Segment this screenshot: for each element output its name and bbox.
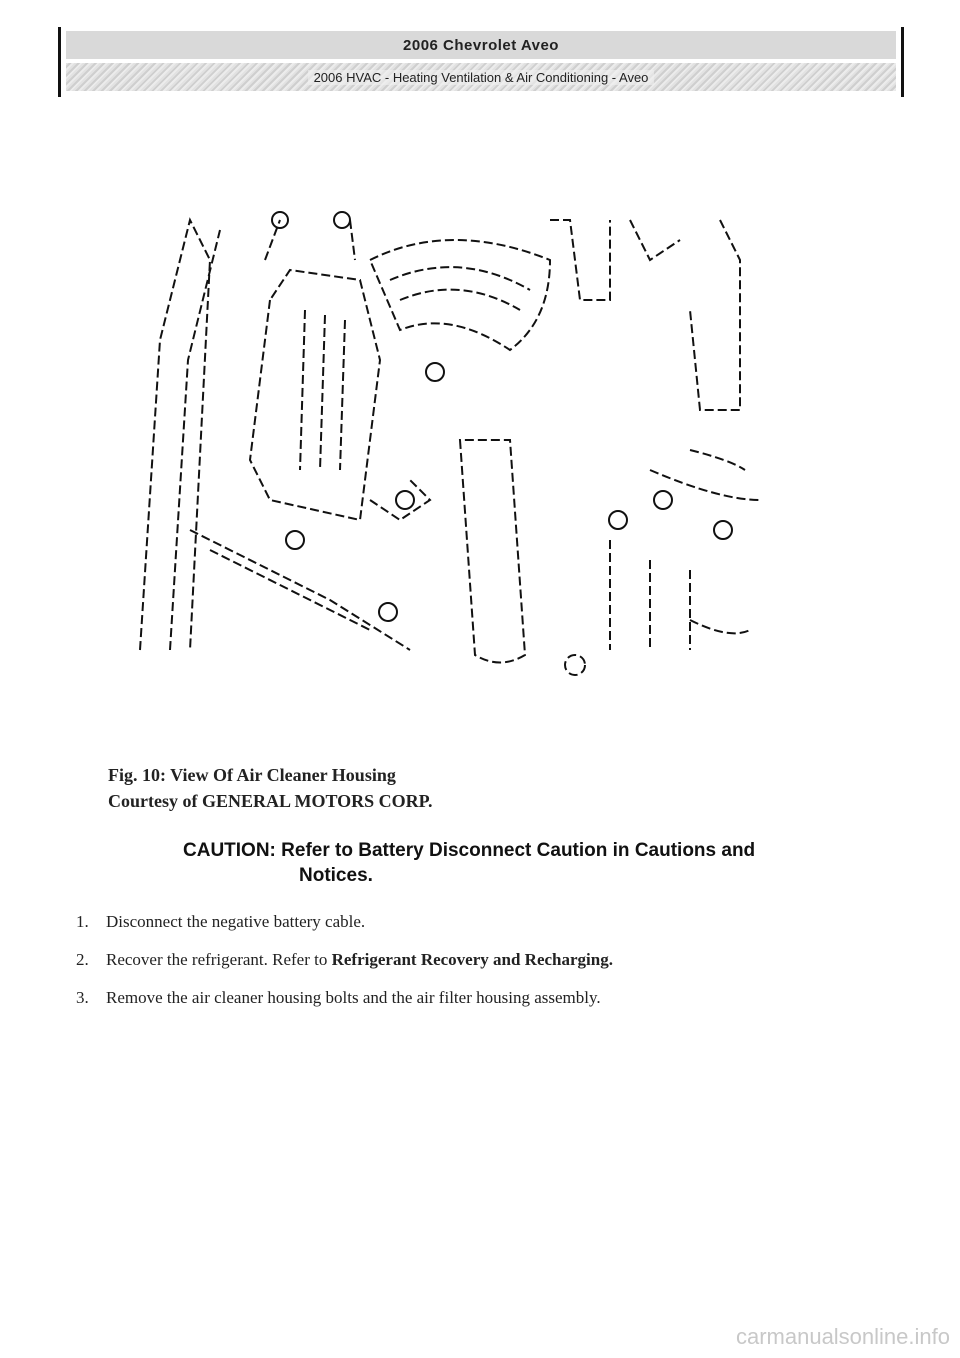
document-header [58, 27, 904, 97]
site-watermark: carmanualsonline.info [735, 1324, 950, 1349]
header-subtitle-band [66, 63, 896, 91]
header-title-band [66, 31, 896, 59]
step-text: Disconnect the negative battery cable. [106, 912, 366, 931]
document-title: 2006 Chevrolet Aveo [403, 36, 559, 54]
procedure-steps [76, 912, 613, 1026]
step-number: 1. [76, 912, 89, 931]
refrigerant-recovery-link[interactable]: Refrigerant Recovery and Recharging. [331, 950, 613, 969]
procedure-step [76, 912, 613, 950]
document-subtitle: 2006 HVAC - Heating Ventilation & Air Conditioning - Aveo [308, 70, 655, 85]
step-text: Remove the air cleaner housing bolts and the air filter housing assembly. [106, 988, 601, 1007]
caution-line-2: Notices. [299, 865, 373, 886]
figure-caption-credit: Courtesy of GENERAL MOTORS CORP. [108, 791, 433, 811]
caution-line-1: CAUTION: Refer to Battery Disconnect Caution in Cautions and [183, 840, 756, 861]
figure-caption [108, 762, 433, 814]
step-text: Recover the refrigerant. Refer to [106, 950, 332, 969]
step-number: 3. [76, 988, 89, 1007]
step-number: 2. [76, 950, 89, 969]
caution-note [183, 838, 883, 888]
air-cleaner-housing-illustration [130, 200, 770, 700]
procedure-step [76, 950, 613, 988]
figure-caption-title: Fig. 10: View Of Air Cleaner Housing [108, 765, 396, 785]
procedure-step [76, 988, 613, 1026]
